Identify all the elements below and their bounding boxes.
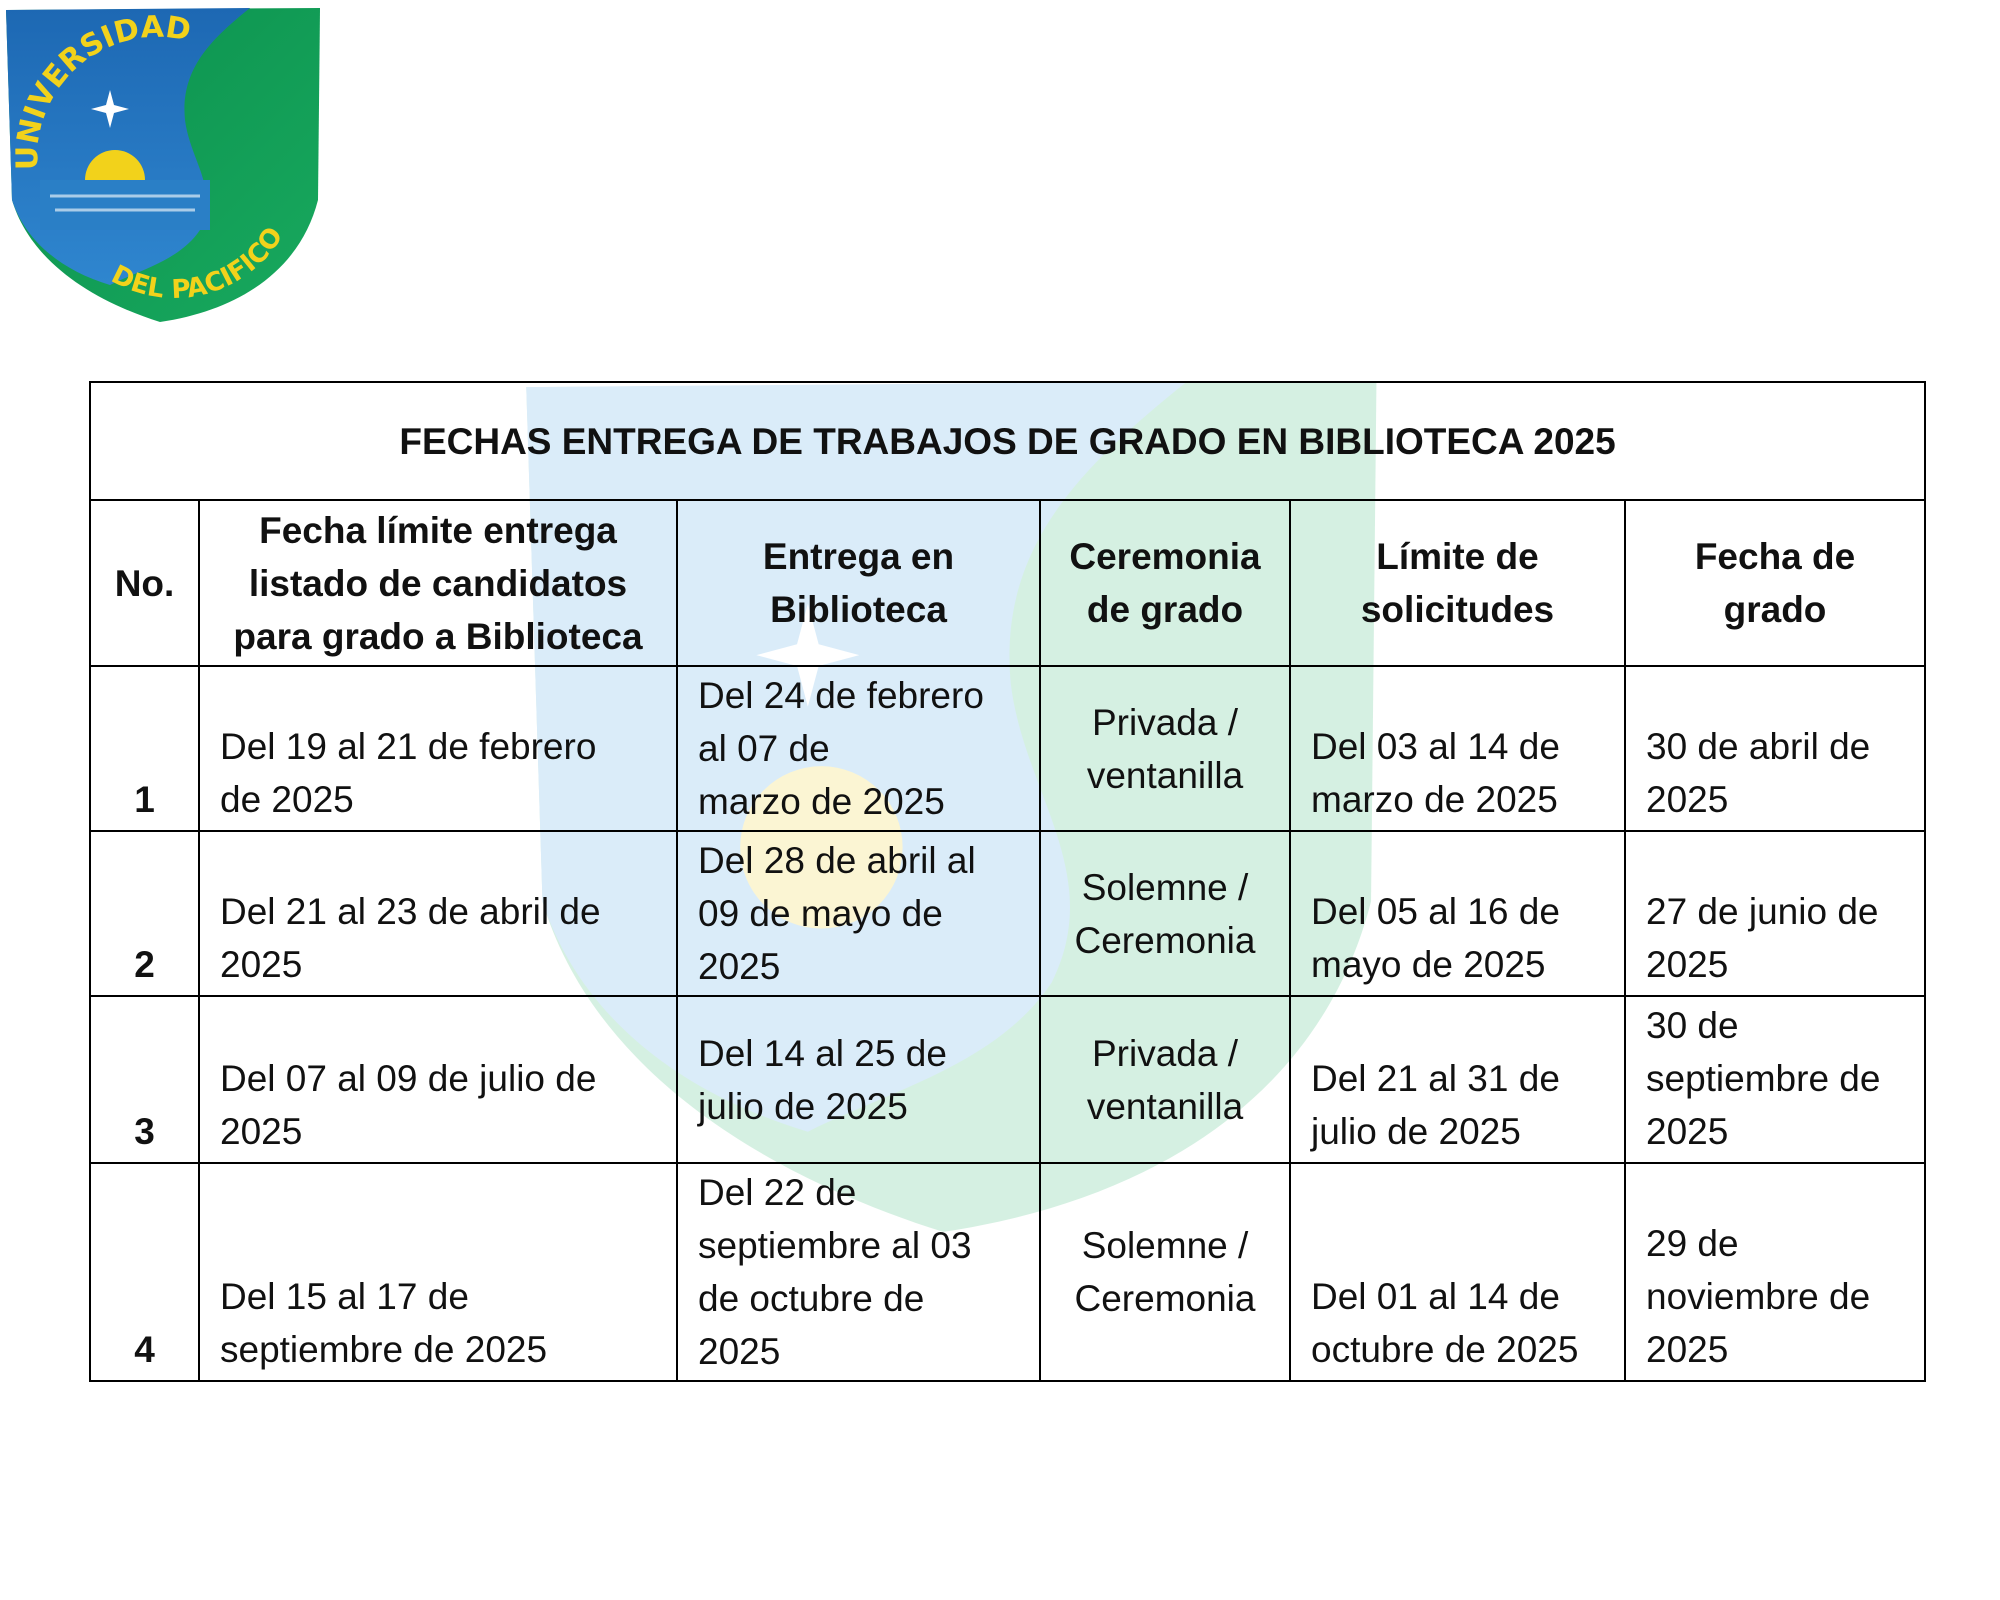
header-row (90, 500, 1925, 666)
cell-limite-solicitudes: Del 01 al 14 de octubre de 2025 (1290, 1163, 1625, 1381)
cell-fecha-grado: 27 de junio de 2025 (1625, 831, 1925, 996)
table-row (90, 666, 1925, 831)
table-row (90, 831, 1925, 996)
cell-fecha-grado: 29 de noviembre de 2025 (1625, 1163, 1925, 1381)
table-row (90, 1163, 1925, 1381)
row-number: 1 (90, 666, 199, 831)
table-title: FECHAS ENTREGA DE TRABAJOS DE GRADO EN BIBLIOTECA 2025 (90, 382, 1925, 500)
table-row (90, 996, 1925, 1163)
cell-entrega-biblioteca: Del 22 de septiembre al 03 de octubre de 2025 (677, 1163, 1040, 1381)
cell-limite-solicitudes: Del 03 al 14 de marzo de 2025 (1290, 666, 1625, 831)
cell-entrega-biblioteca: Del 24 de febrero al 07 de marzo de 2025 (677, 666, 1040, 831)
cell-fecha-limite: Del 15 al 17 de septiembre de 2025 (199, 1163, 677, 1381)
cell-limite-solicitudes: Del 21 al 31 de julio de 2025 (1290, 996, 1625, 1163)
cell-ceremonia: Privada / ventanilla (1040, 996, 1290, 1163)
university-logo (0, 0, 325, 325)
header-ceremonia: Ceremonia de grado (1040, 500, 1290, 666)
header-limite-solicitudes: Límite de solicitudes (1290, 500, 1625, 666)
row-number: 2 (90, 831, 199, 996)
svg-text:DEL PACIFICO: DEL PACIFICO (106, 221, 290, 306)
row-number: 4 (90, 1163, 199, 1381)
schedule-table-container (89, 381, 1924, 1382)
cell-ceremonia: Solemne / Ceremonia (1040, 831, 1290, 996)
cell-fecha-limite: Del 07 al 09 de julio de 2025 (199, 996, 677, 1163)
schedule-table (89, 381, 1926, 1382)
row-number: 3 (90, 996, 199, 1163)
cell-fecha-grado: 30 de septiembre de 2025 (1625, 996, 1925, 1163)
cell-limite-solicitudes: Del 05 al 16 de mayo de 2025 (1290, 831, 1625, 996)
cell-ceremonia: Privada / ventanilla (1040, 666, 1290, 831)
header-no: No. (90, 500, 199, 666)
header-fecha-limite: Fecha límite entrega listado de candidatos para grado a Biblioteca (199, 500, 677, 666)
svg-text:UNIVERSIDAD: UNIVERSIDAD (10, 9, 194, 171)
cell-fecha-grado: 30 de abril de 2025 (1625, 666, 1925, 831)
cell-fecha-limite: Del 21 al 23 de abril de 2025 (199, 831, 677, 996)
cell-entrega-biblioteca: Del 14 al 25 de julio de 2025 (677, 996, 1040, 1163)
cell-entrega-biblioteca: Del 28 de abril al 09 de mayo de 2025 (677, 831, 1040, 996)
cell-fecha-limite: Del 19 al 21 de febrero de 2025 (199, 666, 677, 831)
header-entrega-biblioteca: Entrega en Biblioteca (677, 500, 1040, 666)
header-fecha-grado: Fecha de grado (1625, 500, 1925, 666)
cell-ceremonia: Solemne / Ceremonia (1040, 1163, 1290, 1381)
